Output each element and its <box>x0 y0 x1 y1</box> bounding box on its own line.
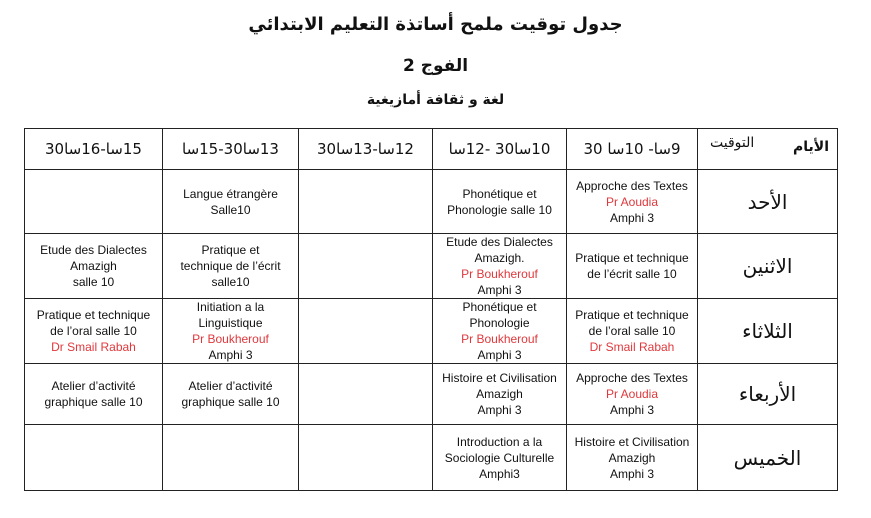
session-cell <box>163 170 299 234</box>
session-text: Introduction a la <box>456 434 543 449</box>
session-text: salle 10 <box>72 275 115 289</box>
session-cell <box>25 299 163 364</box>
session-text: Etude des Dialectes <box>40 243 147 257</box>
session-cell <box>567 234 698 299</box>
session-text: Phonétique et <box>462 300 537 314</box>
session-text: Amphi 3 <box>609 403 655 417</box>
session-text: graphique salle 10 <box>181 395 280 409</box>
session-text: Sociologie Culturelle <box>444 450 555 465</box>
session-text: salle10 <box>211 275 250 289</box>
instructor-name: Dr Smail Rabah <box>51 340 136 354</box>
time-slot-header: 15سا-16سا30 <box>25 129 163 170</box>
session-cell <box>567 425 698 491</box>
empty-cell <box>25 425 163 491</box>
session-text: technique de l’écrit <box>180 259 281 273</box>
schedule-row <box>25 299 838 364</box>
page-title: جدول توقيت ملمح أساتذة التعليم الابتدائي <box>248 14 623 35</box>
session-text: Amphi3 <box>479 466 520 481</box>
session-text: Amphi 3 <box>208 348 253 362</box>
schedule-row <box>25 425 838 491</box>
session-text: Amazigh <box>476 387 523 401</box>
schedule-row <box>25 234 838 299</box>
time-slot-header: 10سا30 -12سا <box>433 129 567 170</box>
group-label: الفوج 2 <box>402 56 469 76</box>
instructor-name: Pr Boukherouf <box>461 332 538 346</box>
session-text: Langue étrangère <box>183 186 278 201</box>
session-cell <box>433 170 567 234</box>
session-text: Phonologie <box>469 316 530 330</box>
session-cell <box>25 364 163 425</box>
session-text: Amphi 3 <box>477 403 522 417</box>
schedule-row <box>25 170 838 234</box>
session-cell <box>163 234 299 299</box>
time-slot-header: 9سا- 10سا 30 <box>567 129 698 170</box>
empty-cell <box>299 170 433 234</box>
day-cell: الأربعاء <box>698 364 838 425</box>
header-row <box>25 129 838 170</box>
session-text: graphique salle 10 <box>44 395 143 409</box>
session-text: Amphi 3 <box>477 283 522 297</box>
day-cell: الثلاثاء <box>698 299 838 364</box>
session-text: Approche des Textes <box>576 371 688 385</box>
session-text: Histoire et Civilisation <box>442 371 557 385</box>
session-text: Salle10 <box>210 202 251 217</box>
session-text: Histoire et Civilisation <box>574 434 690 449</box>
session-text: Atelier d’activité <box>51 379 136 393</box>
subject-label: لغة و ثقافة أمازيغية <box>366 92 505 108</box>
empty-cell <box>299 299 433 364</box>
session-cell <box>163 364 299 425</box>
schedule-table <box>24 128 838 491</box>
session-text: de l’écrit salle 10 <box>587 267 677 281</box>
session-text: de l’oral salle 10 <box>588 324 676 338</box>
session-text: Phonologie salle 10 <box>447 202 552 217</box>
empty-cell <box>299 425 433 491</box>
empty-cell <box>299 364 433 425</box>
instructor-name: Pr Boukherouf <box>192 332 269 346</box>
day-cell: الاثنين <box>698 234 838 299</box>
session-text: de l’oral salle 10 <box>50 324 137 338</box>
session-text: Atelier d’activité <box>188 379 273 393</box>
session-text: Amphi 3 <box>609 466 655 481</box>
corner-cell <box>698 129 838 170</box>
session-cell <box>25 234 163 299</box>
session-cell <box>433 234 567 299</box>
session-text: Pratique et <box>201 243 260 257</box>
session-cell <box>433 364 567 425</box>
session-cell <box>433 299 567 364</box>
day-cell: الخميس <box>698 425 838 491</box>
corner-time-label: التوقيت <box>710 135 755 151</box>
session-text: Amazigh <box>70 259 117 273</box>
session-text: Pratique et technique <box>36 308 151 322</box>
session-cell <box>567 170 698 234</box>
instructor-name: Dr Smail Rabah <box>589 340 675 354</box>
instructor-name: Pr Aoudia <box>605 387 659 401</box>
session-text: Initiation a la <box>196 300 265 314</box>
session-text: Amphi 3 <box>609 210 655 225</box>
session-text: Amazigh <box>608 450 656 465</box>
session-cell <box>433 425 567 491</box>
empty-cell <box>299 234 433 299</box>
schedule-row <box>25 364 838 425</box>
session-text: Amazigh. <box>474 251 525 265</box>
empty-cell <box>163 425 299 491</box>
session-text: Amphi 3 <box>477 348 522 362</box>
time-slot-header: 13سا30-15سا <box>163 129 299 170</box>
session-cell <box>567 364 698 425</box>
session-cell <box>567 299 698 364</box>
time-slot-header: 12سا-13سا30 <box>299 129 433 170</box>
day-cell: الأحد <box>698 170 838 234</box>
corner-days-label: الأيام <box>793 139 829 155</box>
session-text: Linguistique <box>198 316 263 330</box>
instructor-name: Pr Aoudia <box>605 194 659 209</box>
session-text: Phonétique et <box>462 186 537 201</box>
session-cell <box>163 299 299 364</box>
session-text: Pratique et technique <box>575 251 689 265</box>
session-text: Approche des Textes <box>576 178 688 193</box>
instructor-name: Pr Boukherouf <box>461 267 538 281</box>
empty-cell <box>25 170 163 234</box>
session-text: Pratique et technique <box>575 308 689 322</box>
session-text: Etude des Dialectes <box>446 235 553 249</box>
